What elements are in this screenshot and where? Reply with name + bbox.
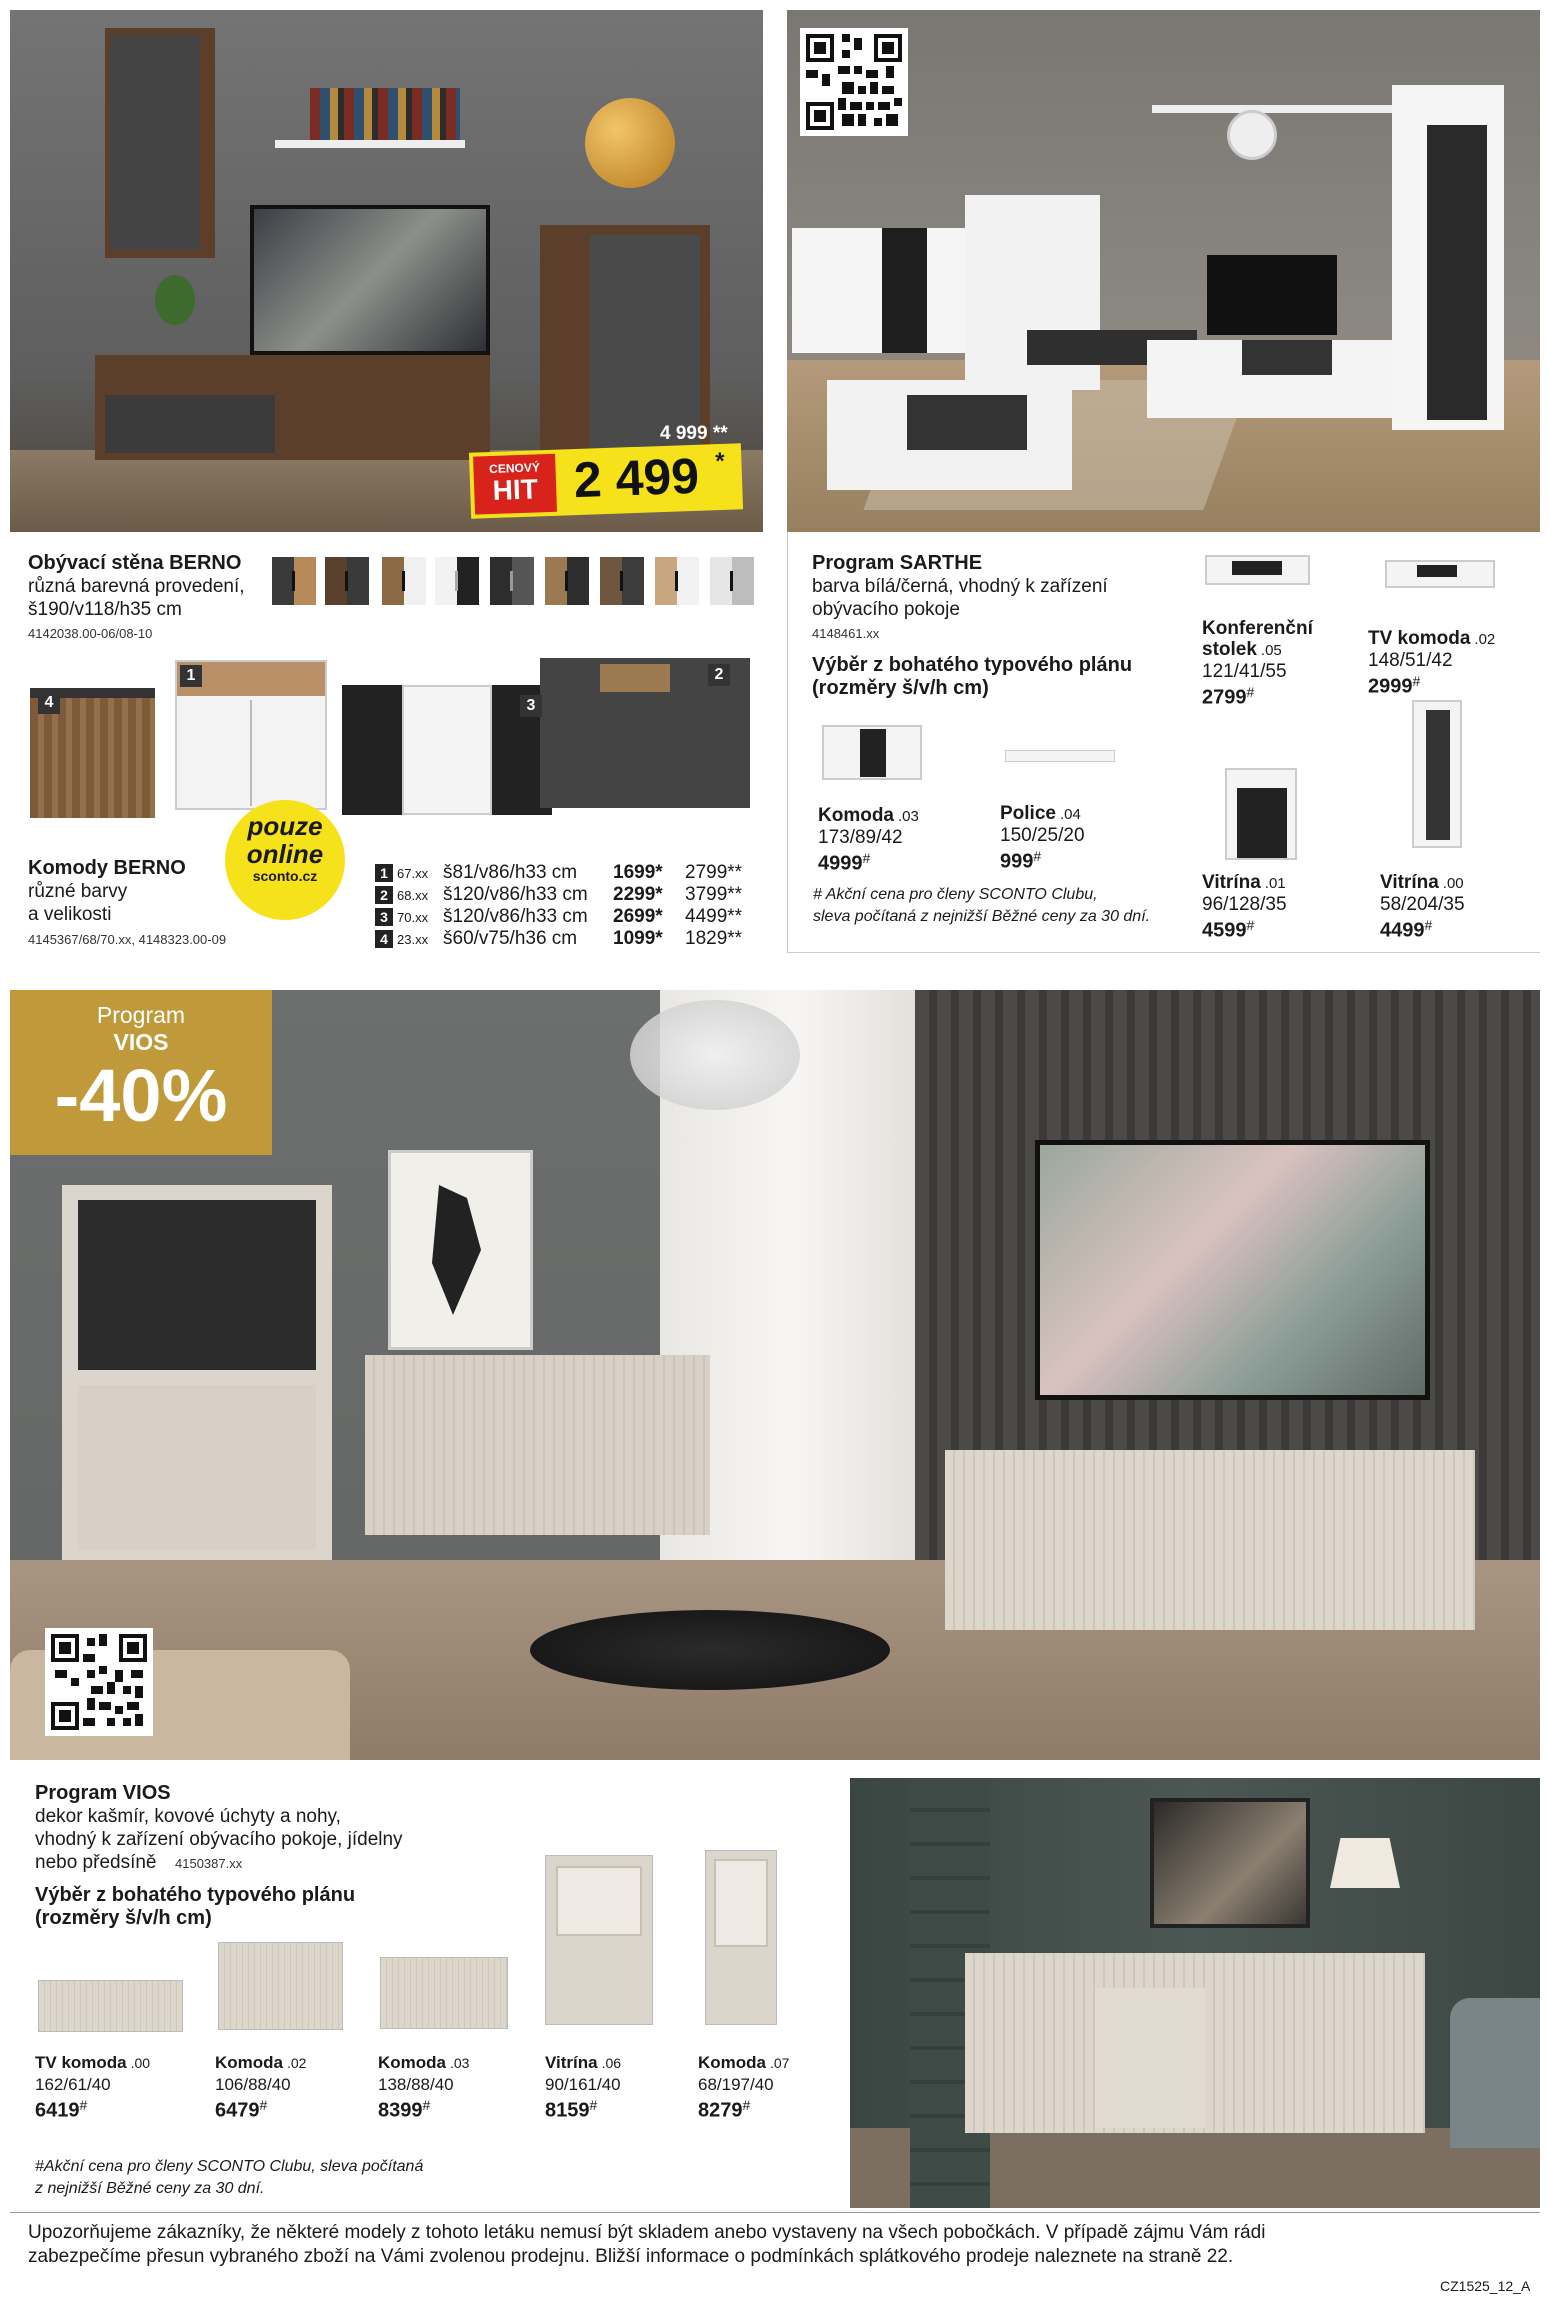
sarthe-dresser-image — [822, 725, 922, 780]
berno-wall-code: 4142038.00-06/08-10 — [28, 626, 153, 641]
item-mark: # — [862, 850, 871, 866]
berno-dressers-desc-2: a velikosti — [28, 904, 112, 925]
item-price: 2999 — [1368, 675, 1413, 698]
color-swatch — [272, 557, 316, 605]
berno-wall-desc-2: š190/v118/h35 cm — [28, 599, 182, 620]
vios-item-dresser-07 — [698, 2052, 789, 2122]
item-mark: # — [1033, 848, 1042, 864]
item-name: TV komoda — [1368, 628, 1471, 649]
item-name: Police — [1000, 803, 1056, 824]
item-price: 8159 — [545, 2099, 590, 2122]
color-swatch — [600, 557, 644, 605]
sarthe-vitrine-00-image — [1412, 700, 1462, 848]
item-price: 999 — [1000, 850, 1034, 873]
hit-price-mark: * — [714, 447, 726, 476]
item-price: 6419 — [35, 2099, 80, 2122]
row-code: 23.xx — [397, 932, 429, 947]
item-price: 4499 — [1380, 919, 1425, 942]
qr-code-icon — [806, 34, 902, 130]
vios-discount: -40% — [54, 1054, 228, 1137]
item-dims: 106/88/40 — [215, 2075, 291, 2094]
vios-club-note-2: z nejnižší Běžné ceny za 30 dní. — [35, 2180, 265, 2197]
row-old-price: 4499** — [685, 906, 743, 927]
item-dims: 138/88/40 — [378, 2075, 454, 2094]
color-swatch — [490, 557, 534, 605]
item-price: 8279 — [698, 2099, 743, 2122]
color-swatch — [545, 557, 589, 605]
qr-code-icon — [51, 1634, 147, 1730]
sarthe-desc-1: barva bílá/černá, vhodný k zařízení — [812, 576, 1108, 597]
row-size: š60/v75/h36 cm — [443, 928, 578, 949]
row-price: 1099* — [613, 928, 663, 949]
sarthe-box-border — [787, 532, 788, 952]
sarthe-club-note-1: # Akční cena pro členy SCONTO Clubu, — [813, 886, 1098, 903]
vios-choice-2: (rozměry š/v/h cm) — [35, 1907, 212, 1929]
item-price: 4599 — [1202, 919, 1247, 942]
row-price: 1699* — [613, 862, 663, 883]
vios-item-vitrine — [545, 2052, 621, 2122]
item-dims: 68/197/40 — [698, 2075, 774, 2094]
item-dims: 121/41/55 — [1202, 661, 1287, 682]
berno-dressers-title: Komody BERNO — [28, 857, 186, 879]
item-name: Vitrína — [1202, 872, 1261, 893]
item-mark: # — [589, 2097, 598, 2113]
sarthe-club-note-2: sleva počítaná z nejnižší Běžné ceny za 30 dní. — [813, 908, 1151, 925]
item-code: .01 — [1264, 875, 1286, 892]
row-code: 68.xx — [397, 888, 429, 903]
vios-desc-1: dekor kašmír, kovové úchyty a nohy, — [35, 1806, 341, 1827]
item-name: Vitrína — [545, 2053, 598, 2072]
item-dims: 148/51/42 — [1368, 650, 1453, 671]
berno-wall-desc-1: různá barevná provedení, — [28, 576, 245, 597]
hit-price-badge — [469, 443, 743, 518]
sarthe-item-vitrine-01 — [1202, 872, 1287, 942]
item-code: .00 — [1442, 875, 1464, 892]
vios-item-dresser-02 — [215, 2052, 306, 2122]
color-swatch — [655, 557, 699, 605]
vios-code: 4150387.xx — [175, 1856, 243, 1871]
vios-item-dresser-03 — [378, 2052, 469, 2122]
sarthe-vitrine-01-image — [1225, 768, 1297, 860]
vios-sideboard-photo — [850, 1778, 1540, 2208]
item-mark: # — [1246, 684, 1255, 700]
item-dims: 173/89/42 — [818, 827, 903, 848]
sarthe-title: Program SARTHE — [812, 552, 983, 574]
item-code: .06 — [601, 2055, 622, 2071]
item-name: TV komoda — [35, 2053, 127, 2072]
item-mark: # — [79, 2097, 88, 2113]
item-code: .03 — [898, 808, 919, 825]
online-badge-line-1: pouze — [247, 811, 323, 841]
item-name: Komoda — [378, 2053, 446, 2072]
footer-divider — [10, 2212, 1540, 2213]
item-mark: # — [1424, 917, 1433, 933]
online-badge-line-3: sconto.cz — [252, 868, 318, 884]
row-size: š120/v86/h33 cm — [443, 884, 588, 905]
sarthe-item-tv-stand — [1368, 628, 1495, 698]
item-code: .07 — [770, 2055, 790, 2071]
item-mark: # — [1246, 917, 1255, 933]
hit-label-top: CENOVÝ — [488, 460, 541, 477]
sarthe-item-shelf — [1000, 803, 1085, 873]
sarthe-desc-2: obývacího pokoje — [812, 599, 960, 620]
item-code: .02 — [1474, 631, 1496, 648]
vios-title: Program VIOS — [35, 1782, 171, 1804]
item-price: 4999 — [818, 852, 863, 875]
vios-choice-1: Výběr z bohatého typového plánu — [35, 1884, 356, 1906]
item-price: 6479 — [215, 2099, 260, 2122]
row-old-price: 2799** — [685, 862, 743, 883]
berno-old-price: 4 999 ** — [660, 423, 728, 444]
item-dims: 58/204/35 — [1380, 894, 1465, 915]
vios-badge-name: VIOS — [113, 1029, 169, 1055]
hit-price: 2 499 — [572, 447, 700, 509]
row-price: 2699* — [613, 906, 663, 927]
vios-dresser-03-image — [380, 1957, 508, 2029]
color-swatch — [710, 557, 754, 605]
online-badge-line-2: online — [246, 839, 324, 869]
sarthe-coffee-table-image — [1205, 555, 1310, 585]
sarthe-tv-stand-image — [1385, 560, 1495, 588]
sarthe-choice-1: Výběr z bohatého typového plánu — [812, 654, 1133, 676]
item-mark: # — [259, 2097, 268, 2113]
row-code: 70.xx — [397, 910, 429, 925]
item-mark: # — [422, 2097, 431, 2113]
item-dims: 162/61/40 — [35, 2075, 111, 2094]
online-only-badge[interactable] — [225, 800, 345, 920]
row-old-price: 3799** — [685, 884, 743, 905]
vios-desc-3: nebo předsíně — [35, 1852, 157, 1873]
sarthe-code: 4148461.xx — [812, 626, 880, 641]
item-name-2: stolek — [1202, 639, 1257, 660]
dresser-badge-1: 1 — [180, 665, 202, 687]
dresser-badge-4: 4 — [38, 692, 60, 714]
color-swatch — [382, 557, 426, 605]
dresser-badge-3: 3 — [520, 695, 542, 717]
row-size: š120/v86/h33 cm — [443, 906, 588, 927]
sarthe-item-dresser — [818, 805, 919, 875]
vios-discount-badge — [10, 990, 272, 1155]
sarthe-shelf-image — [1005, 750, 1115, 762]
vios-club-note-1: #Akční cena pro členy SCONTO Clubu, sleva počítaná — [35, 2158, 424, 2175]
sarthe-item-vitrine-00 — [1380, 872, 1465, 942]
footer-disclaimer-2: zabezpečíme přesun vybraného zboží na Vámi zvolenou prodejnu. Bližší informace o podmínkách splátkového prodeje naleznete na straně 22. — [28, 2246, 1234, 2267]
item-price: 8399 — [378, 2099, 423, 2122]
vios-item-tv-stand — [35, 2052, 150, 2122]
sarthe-box-border-bottom — [787, 952, 1540, 953]
sarthe-choice-2: (rozměry š/v/h cm) — [812, 677, 989, 699]
item-name: Vitrína — [1380, 872, 1439, 893]
vios-vitrine-image — [545, 1855, 653, 2025]
row-number: 3 — [375, 908, 393, 926]
item-dims: 96/128/35 — [1202, 894, 1287, 915]
item-name: Komoda — [698, 2053, 766, 2072]
row-number: 4 — [375, 930, 393, 948]
item-mark: # — [742, 2097, 751, 2113]
item-dims: 90/161/40 — [545, 2075, 621, 2094]
vios-badge-program: Program — [96, 1002, 186, 1028]
berno-wall-title: Obývací stěna BERNO — [28, 552, 242, 574]
color-swatch — [325, 557, 369, 605]
row-price: 2299* — [613, 884, 663, 905]
row-number: 1 — [375, 864, 393, 882]
row-old-price: 1829** — [685, 928, 743, 949]
footer-disclaimer-1: Upozorňujeme zákazníky, že některé modely z tohoto letáku nemusí být skladem anebo vystaveny na všech pobočkách. V případě zájmu Vám rádi — [28, 2222, 1266, 2243]
page-code: CZ1525_12_A — [1440, 2278, 1531, 2294]
vios-dresser-02-image — [218, 1942, 343, 2030]
item-code: .04 — [1059, 806, 1081, 823]
row-size: š81/v86/h33 cm — [443, 862, 578, 883]
item-code: .02 — [287, 2055, 307, 2071]
item-name: Komoda — [215, 2053, 283, 2072]
item-code: .03 — [450, 2055, 470, 2071]
vios-qr-code[interactable] — [45, 1628, 153, 1736]
sarthe-item-coffee-table — [1202, 618, 1313, 709]
hit-label-bottom: HIT — [492, 473, 539, 506]
sarthe-qr-code[interactable] — [800, 28, 908, 136]
color-swatch — [435, 557, 479, 605]
item-code: .00 — [130, 2055, 151, 2071]
vios-dresser-07-image — [705, 1850, 777, 2025]
vios-desc-2: vhodný k zařízení obývacího pokoje, jídelny — [35, 1829, 403, 1850]
dresser-badge-2: 2 — [708, 664, 730, 686]
item-mark: # — [1412, 673, 1421, 689]
hit-label — [473, 454, 557, 515]
item-code: .05 — [1260, 642, 1282, 659]
berno-dressers-desc-1: různé barvy — [28, 881, 128, 902]
item-name: Konferenční — [1202, 618, 1313, 639]
row-code: 67.xx — [397, 866, 429, 881]
vios-tv-stand-image — [38, 1980, 183, 2032]
row-number: 2 — [375, 886, 393, 904]
item-dims: 150/25/20 — [1000, 825, 1085, 846]
item-price: 2799 — [1202, 686, 1247, 709]
item-name: Komoda — [818, 805, 894, 826]
berno-dressers-code: 4145367/68/70.xx, 4148323.00-09 — [28, 932, 227, 947]
